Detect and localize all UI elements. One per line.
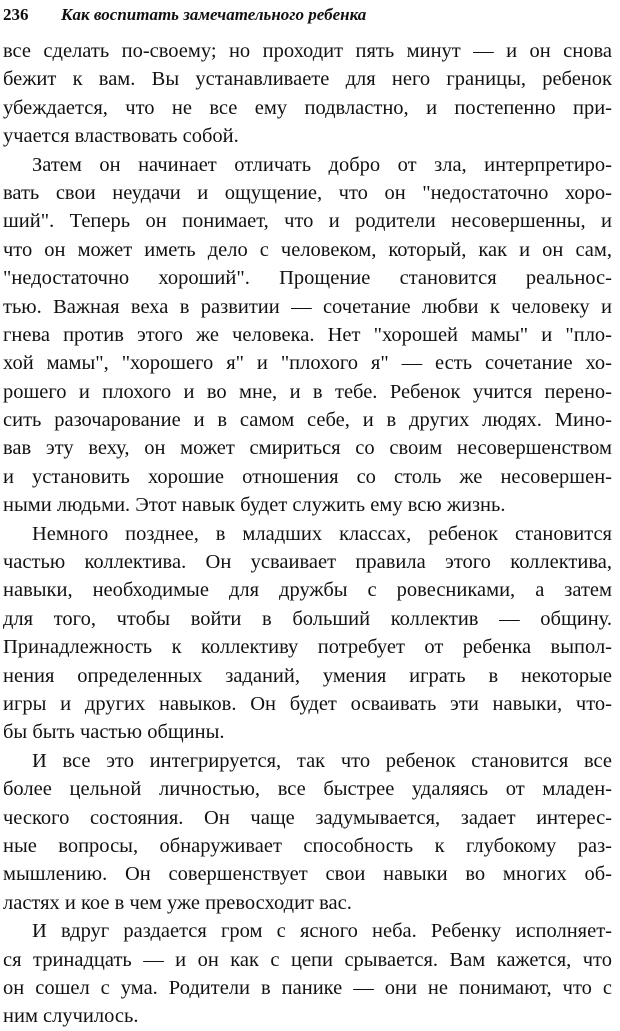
text-line: гнева против этого же человека. Нет "хорошей мамы" и "пло- bbox=[3, 323, 612, 346]
text-line: более цельной личностью, все быстрее удаляясь от младен- bbox=[3, 778, 612, 801]
text-line: игры и других навыков. Он будет осваивать эти навыки, что- bbox=[3, 692, 612, 715]
text-line: "недостаточно хороший". Прощение становится реальнос- bbox=[3, 267, 612, 290]
text-line: он сошел с ума. Родители в панике — они не понимают, что с bbox=[3, 976, 612, 999]
text-line: бы быть частью общины. bbox=[3, 721, 225, 744]
text-line: нения определенных заданий, умения играть в некоторые bbox=[3, 664, 612, 687]
text-line: для того, чтобы войти в больший коллектив — общину. bbox=[3, 607, 612, 630]
text-line: Затем он начинает отличать добро от зла, интерпретиро- bbox=[32, 153, 612, 176]
text-line: ными людьми. Этот навык будет служить ему всю жизнь. bbox=[3, 494, 506, 517]
text-line: хой мамы", "хорошего я" и "плохого я" — есть сочетание хо- bbox=[3, 352, 612, 375]
text-line: навыки, необходимые для дружбы с ровесниками, а затем bbox=[3, 579, 612, 602]
text-line: вать свои неудачи и ощущение, что он "недостаточно хоро- bbox=[3, 181, 612, 204]
body-text bbox=[3, 37, 612, 1031]
text-line: все сделать по-своему; но проходит пять минут — и он снова bbox=[3, 40, 612, 62]
text-line: убеждается, что не все ему подвластно, и постепенно при- bbox=[3, 96, 612, 119]
text-line: И вдруг раздается гром с ясного неба. Ребенку исполняет- bbox=[32, 920, 612, 943]
text-line: бежит к вам. Вы устанавливаете для него границы, ребенок bbox=[3, 68, 612, 91]
text-line: И все это интегрируется, так что ребенок становится все bbox=[32, 749, 612, 772]
paragraph bbox=[3, 747, 612, 917]
text-line: мышлению. Он совершенствует свои навыки во многих об- bbox=[3, 863, 612, 886]
text-line: ластях и кое в чем уже превосходит вас. bbox=[3, 891, 352, 914]
paragraph bbox=[3, 151, 612, 520]
text-line: Немного позднее, в младших классах, ребенок становится bbox=[32, 522, 612, 545]
paragraph bbox=[3, 520, 612, 747]
text-line: вав эту веху, он может смириться со своим несовершенством bbox=[3, 437, 612, 460]
text-line: Принадлежность к коллективу потребует от ребенка выпол- bbox=[3, 636, 612, 659]
paragraph bbox=[3, 917, 612, 1031]
paragraph bbox=[3, 37, 612, 151]
text-line: ся тринадцать — и он как с цепи срывается. Вам кажется, что bbox=[3, 948, 612, 971]
text-line: рошего и плохого и во мне, и в тебе. Ребенок учится перено- bbox=[3, 380, 612, 403]
text-line: ческого состояния. Он чаще задумывается, задает интерес- bbox=[3, 806, 612, 829]
page-number: 236 bbox=[3, 5, 29, 24]
text-line: тью. Важная веха в развитии — сочетание любви к человеку и bbox=[3, 295, 612, 318]
text-line: и установить хорошие отношения со столь же несовершен- bbox=[3, 465, 612, 488]
text-line: сить разочарование и в самом себе, и в других людях. Мино- bbox=[3, 409, 612, 432]
book-title: Как воспитать замечательного ребенка bbox=[61, 5, 367, 24]
text-line: ним случилось. bbox=[3, 1005, 139, 1028]
text-line: учается властвовать собой. bbox=[3, 125, 239, 148]
text-line: ные вопросы, обнаруживает способность к глубокому раз- bbox=[3, 834, 612, 857]
text-line: ший". Теперь он понимает, что и родители несовершенны, и bbox=[3, 210, 612, 233]
text-line: частью коллектива. Он усваивает правила этого коллектива, bbox=[3, 551, 612, 574]
running-head bbox=[3, 3, 366, 27]
text-line: что он может иметь дело с человеком, который, как и он сам, bbox=[3, 238, 612, 261]
